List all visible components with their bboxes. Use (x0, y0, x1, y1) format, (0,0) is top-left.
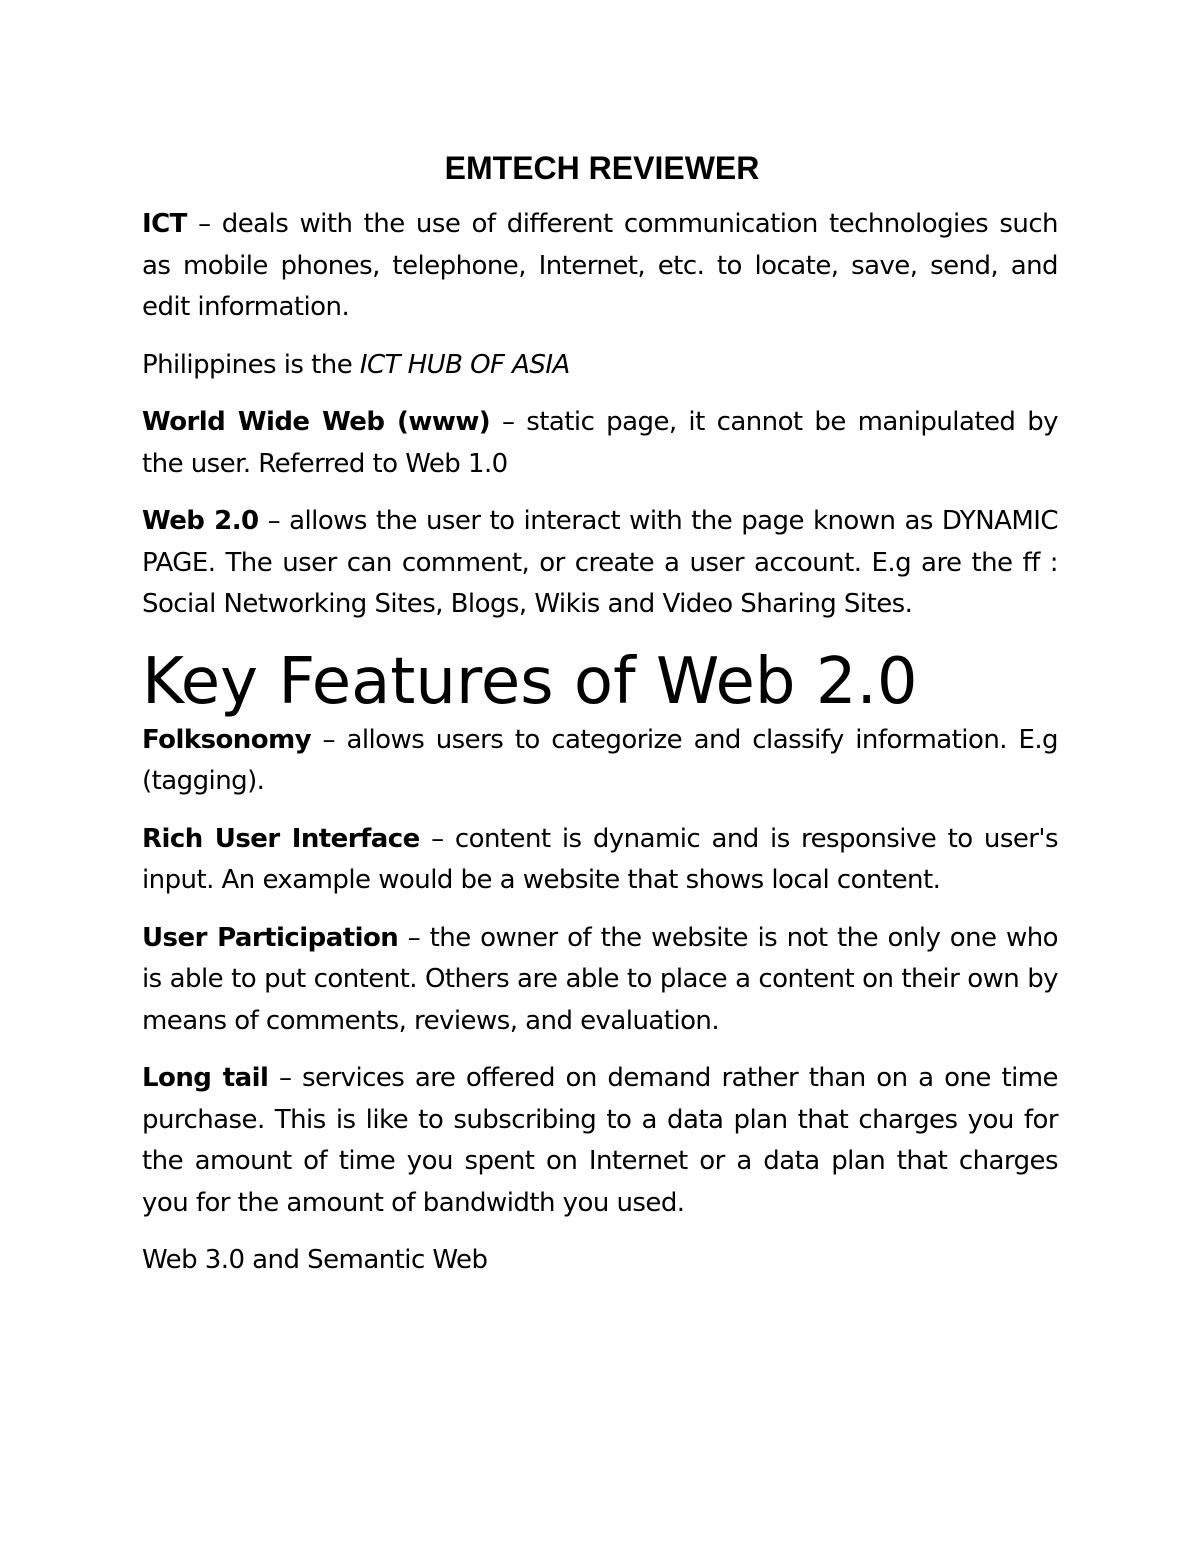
user-participation-paragraph (142, 918, 1058, 1043)
document-title: EMTECH REVIEWER (444, 150, 760, 186)
ict-term: ICT (142, 209, 187, 239)
folksonomy-definition: – allows users to categorize and classify information. E.g (tagging). (142, 724, 1058, 796)
web3-paragraph: Web 3.0 and Semantic Web (142, 1245, 488, 1275)
web2-definition: – allows the user to interact with the page known as DYNAMIC PAGE. The user can comment, or create a user account. E.g are the ff : Social Networking Sites, Blogs, Wikis and Video Sharing Sites. (142, 506, 1058, 619)
folksonomy-paragraph (142, 720, 1058, 803)
www-paragraph (142, 402, 1058, 485)
philippines-paragraph (142, 345, 1058, 387)
folksonomy-term: Folksonomy (142, 724, 312, 755)
rich-ui-definition: – content is dynamic and is responsive to user's input. An example would be a website that shows local content. (142, 823, 1058, 895)
rich-ui-paragraph (142, 819, 1058, 902)
web2-term: Web 2.0 (142, 506, 259, 536)
rich-ui-term: Rich User Interface (142, 823, 420, 854)
long-tail-paragraph (142, 1058, 1058, 1224)
user-participation-term: User Participation (142, 922, 399, 953)
www-definition: – static page, it cannot be manipulated by the user. Referred to Web 1.0 (142, 407, 1058, 479)
long-tail-definition: – services are offered on demand rather than on a one time purchase. This is like to subscribing to a data plan that charges you for the amount of time you spent on Internet or a data plan that charges you for the amount of bandwidth you used. (142, 1063, 1059, 1218)
www-term: World Wide Web (www) (142, 407, 491, 437)
key-features-heading: Key Features of Web 2.0 (142, 644, 918, 719)
user-participation-definition: – the owner of the website is not the only one who is able to put content. Others are able to place a content on their own by means of comments, reviews, and evaluation. (142, 922, 1058, 1036)
philippines-text: Philippines is the (142, 349, 360, 380)
long-tail-term: Long tail (142, 1063, 269, 1093)
web2-paragraph (142, 501, 1058, 626)
document-body (142, 146, 1058, 1298)
ict-hub-emphasis: ICT HUB OF ASIA (359, 349, 570, 380)
ict-definition: – deals with the use of different communication technologies such as mobile phones, telephone, Internet, etc. to locate, save, send, and edit information. (142, 209, 1058, 322)
ict-paragraph (142, 204, 1058, 329)
